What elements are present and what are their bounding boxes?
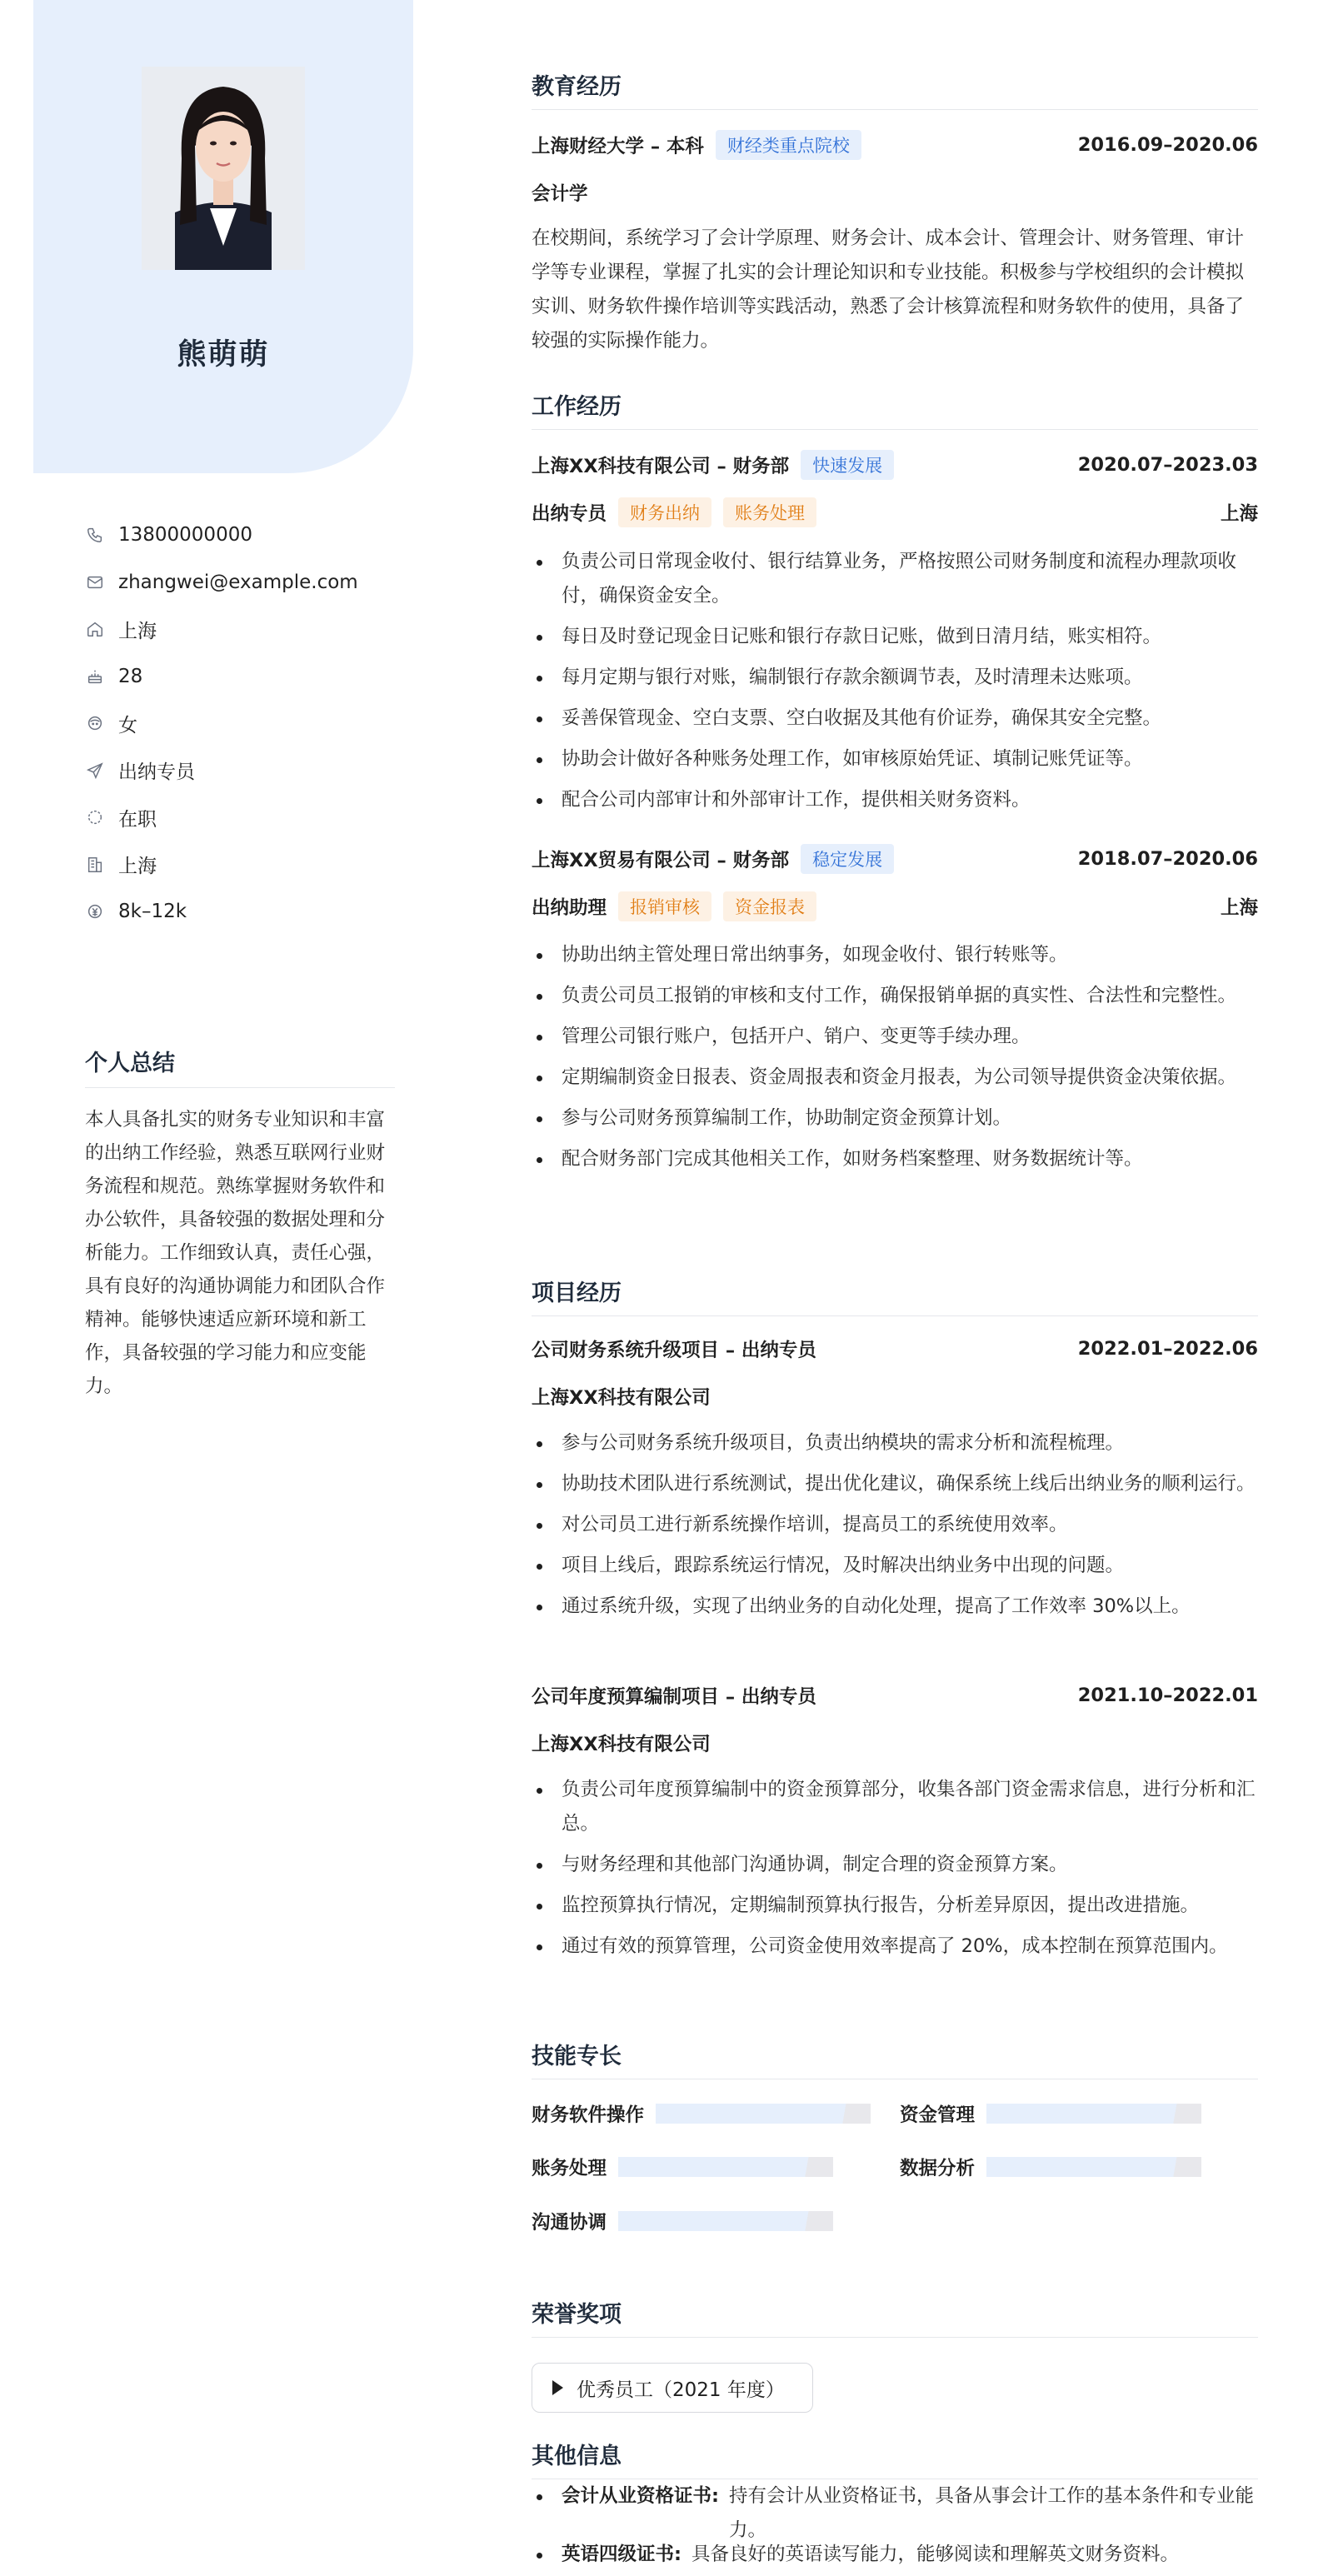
project-bullets <box>532 1426 1258 1630</box>
project-dates: 2021.10–2022.01 <box>1077 1685 1258 1706</box>
profile-card <box>33 0 413 473</box>
list-item: 参与公司财务系统升级项目，负责出纳模块的需求分析和流程梳理。 <box>532 1426 1258 1460</box>
job-header <box>532 450 1258 480</box>
job-location: 上海 <box>1220 897 1258 919</box>
job-role-row <box>532 891 1258 921</box>
section-title-projects: 项目经历 <box>532 1275 1258 1316</box>
list-item: 配合公司内部审计和外部审计工作，提供相关财务资料。 <box>532 783 1258 817</box>
list-item: 每月定期与银行对账，编制银行存款余额调节表，及时清理未达账项。 <box>532 661 1258 695</box>
list-item: 每日及时登记现金日记账和银行存款日记账，做到日清月结，账实相符。 <box>532 620 1258 654</box>
award-toggle-button[interactable] <box>532 2363 813 2413</box>
sidebar <box>33 0 413 1397</box>
job-role: 出纳助理 <box>532 897 607 919</box>
job-bullets <box>532 938 1258 1183</box>
portrait-image <box>142 67 305 270</box>
project-bullets <box>532 1773 1258 1970</box>
skill-name: 账务处理 <box>532 2158 607 2179</box>
list-item: 对公司员工进行新系统操作培训，提高员工的系统使用效率。 <box>532 1508 1258 1542</box>
education-major-row <box>532 179 1258 206</box>
contact-email <box>85 559 385 607</box>
skill-name: 财务软件操作 <box>532 2104 645 2126</box>
section-title-other: 其他信息 <box>532 2438 1258 2479</box>
contact-text: 8k–12k <box>118 901 187 923</box>
summary-text: 本人具备扎实的财务专业知识和丰富的出纳工作经验，熟悉互联网行业财务流程和规范。熟练掌握财务软件和办公软件，具备较强的数据处理和分析能力。工作细致认真，责任心强，具有良好的沟通协调能力和团队合作精神。能够快速适应新环境和新工作，具备较强的学习能力和应变能力。 <box>85 1109 386 1397</box>
list-item: 通过有效的预算管理，公司资金使用效率提高了 20%，成本控制在预算范围内。 <box>532 1930 1258 1964</box>
contact-salary <box>85 888 385 936</box>
section-title-skills: 技能专长 <box>532 2038 1258 2079</box>
salary-icon <box>85 901 105 921</box>
project-org-row <box>532 1383 1258 1410</box>
skill-bar <box>986 2104 1201 2124</box>
summary-section <box>85 1045 395 1403</box>
school-name: 上海财经大学 – 本科 <box>532 136 704 157</box>
skill-bar <box>986 2157 1201 2177</box>
list-item: 负责公司员工报销的审核和支付工作，确保报销单据的真实性、合法性和完整性。 <box>532 979 1258 1013</box>
project-org: 上海XX科技有限公司 <box>532 1734 711 1755</box>
role-tag: 报销审核 <box>618 891 711 921</box>
gender-icon <box>85 713 105 733</box>
project-header <box>532 1335 1258 1362</box>
list-item <box>532 2538 1258 2572</box>
job-location: 上海 <box>1220 503 1258 525</box>
job-dates: 2018.07–2020.06 <box>1077 848 1258 870</box>
education-header <box>532 130 1258 160</box>
list-item: 协助会计做好各种账务处理工作，如审核原始凭证、填制记账凭证等。 <box>532 742 1258 776</box>
cake-icon <box>85 666 105 686</box>
list-item: 负责公司年度预算编制中的资金预算部分，收集各部门资金需求信息，进行分析和汇总。 <box>532 1773 1258 1841</box>
mail-icon <box>85 572 105 592</box>
contact-age <box>85 653 385 701</box>
skill-item <box>900 2100 1201 2127</box>
section-title-work: 工作经历 <box>532 388 1258 430</box>
building-icon <box>85 855 105 875</box>
list-item: 妥善保管现金、空白支票、空白收据及其他有价证券，确保其安全完整。 <box>532 701 1258 736</box>
education-major: 会计学 <box>532 183 588 205</box>
school-tag: 财经类重点院校 <box>716 130 861 160</box>
skill-item <box>532 2208 833 2234</box>
project-header <box>532 1682 1258 1709</box>
send-icon <box>85 761 105 781</box>
other-item-value: 持有会计从业资格证书，具备从事会计工作的基本条件和专业能力。 <box>729 2485 1255 2541</box>
education-description: 在校期间，系统学习了会计学原理、财务会计、成本会计、管理会计、财务管理、审计学等专业课程，掌握了扎实的会计理论知识和专业技能。积极参与学校组织的会计模拟实训、财务软件操作培训等实践活动，熟悉了会计核算流程和财务软件的使用，具备了较强的实际操作能力。 <box>532 227 1245 352</box>
list-item: 与财务经理和其他部门沟通协调，制定合理的资金预算方案。 <box>532 1848 1258 1882</box>
summary-title: 个人总结 <box>85 1045 395 1088</box>
contact-gender <box>85 700 385 747</box>
home-icon <box>85 619 105 639</box>
company-tag: 快速发展 <box>801 450 894 480</box>
skill-name: 沟通协调 <box>532 2212 607 2234</box>
other-item-value: 具备良好的英语读写能力，能够阅读和理解英文财务资料。 <box>691 2544 1180 2565</box>
contact-text: zhangwei@example.com <box>118 571 358 593</box>
profile-name: 熊萌萌 <box>177 338 270 372</box>
profile-photo <box>142 67 305 270</box>
award-label: 优秀员工（2021 年度） <box>577 2379 785 2401</box>
project-name: 公司年度预算编制项目 – 出纳专员 <box>532 1686 816 1708</box>
role-tag: 资金报表 <box>723 891 816 921</box>
list-item: 项目上线后，跟踪系统运行情况，及时解决出纳业务中出现的问题。 <box>532 1549 1258 1583</box>
job-company: 上海XX贸易有限公司 – 财务部 <box>532 850 790 871</box>
job-dates: 2020.07–2023.03 <box>1077 454 1258 476</box>
list-item: 负责公司日常现金收付、银行结算业务，严格按照公司财务制度和流程办理款项收付，确保资金安全。 <box>532 545 1258 613</box>
project-org-row <box>532 1730 1258 1756</box>
list-item: 监控预算执行情况，定期编制预算执行报告，分析差异原因，提出改进措施。 <box>532 1889 1258 1923</box>
project-name: 公司财务系统升级项目 – 出纳专员 <box>532 1340 816 1361</box>
skill-item <box>900 2154 1201 2180</box>
contact-city <box>85 606 385 653</box>
job-company: 上海XX科技有限公司 – 财务部 <box>532 456 790 477</box>
contact-work-city <box>85 841 385 889</box>
skill-item <box>532 2100 871 2127</box>
other-item-key: 英语四级证书: <box>562 2544 681 2565</box>
contact-text: 出纳专员 <box>118 761 195 784</box>
skill-item <box>532 2154 833 2180</box>
expand-triangle-icon <box>552 2380 563 2395</box>
contact-text: 13800000000 <box>118 524 252 547</box>
job-role: 出纳专员 <box>532 503 607 525</box>
skill-name: 资金管理 <box>900 2104 976 2126</box>
contact-list <box>85 512 385 936</box>
contact-text: 28 <box>118 665 143 687</box>
education-dates: 2016.09–2020.06 <box>1077 134 1258 156</box>
section-title-education: 教育经历 <box>532 68 1258 110</box>
skill-bar <box>618 2211 833 2231</box>
job-role-row <box>532 497 1258 527</box>
role-tag: 账务处理 <box>723 497 816 527</box>
job-bullets <box>532 545 1258 824</box>
project-dates: 2022.01–2022.06 <box>1077 1338 1258 1360</box>
contact-text: 女 <box>118 714 137 736</box>
job-header <box>532 844 1258 874</box>
contact-text: 上海 <box>118 856 157 878</box>
contact-status <box>85 794 385 841</box>
skill-name: 数据分析 <box>900 2158 976 2179</box>
list-item: 协助技术团队进行系统测试，提出优化建议，确保系统上线后出纳业务的顺利运行。 <box>532 1467 1258 1501</box>
list-item: 参与公司财务预算编制工作，协助制定资金预算计划。 <box>532 1101 1258 1136</box>
skill-bar <box>656 2104 871 2124</box>
list-item: 管理公司银行账户，包括开户、销户、变更等手续办理。 <box>532 1020 1258 1054</box>
contact-phone <box>85 512 385 559</box>
other-item-key: 会计从业资格证书: <box>562 2485 719 2507</box>
contact-text: 上海 <box>118 620 157 642</box>
contact-position <box>85 747 385 795</box>
list-item: 配合财务部门完成其他相关工作，如财务档案整理、财务数据统计等。 <box>532 1142 1258 1176</box>
skill-bar <box>618 2157 833 2177</box>
project-org: 上海XX科技有限公司 <box>532 1387 711 1409</box>
status-icon <box>85 807 105 827</box>
list-item: 通过系统升级，实现了出纳业务的自动化处理，提高了工作效率 30%以上。 <box>532 1590 1258 1624</box>
list-item: 协助出纳主管处理日常出纳事务，如现金收付、银行转账等。 <box>532 938 1258 972</box>
role-tag: 财务出纳 <box>618 497 711 527</box>
contact-text: 在职 <box>118 808 157 831</box>
phone-icon <box>85 525 105 545</box>
company-tag: 稳定发展 <box>801 844 894 874</box>
list-item: 定期编制资金日报表、资金周报表和资金月报表，为公司领导提供资金决策依据。 <box>532 1061 1258 1095</box>
section-title-awards: 荣誉奖项 <box>532 2296 1258 2338</box>
